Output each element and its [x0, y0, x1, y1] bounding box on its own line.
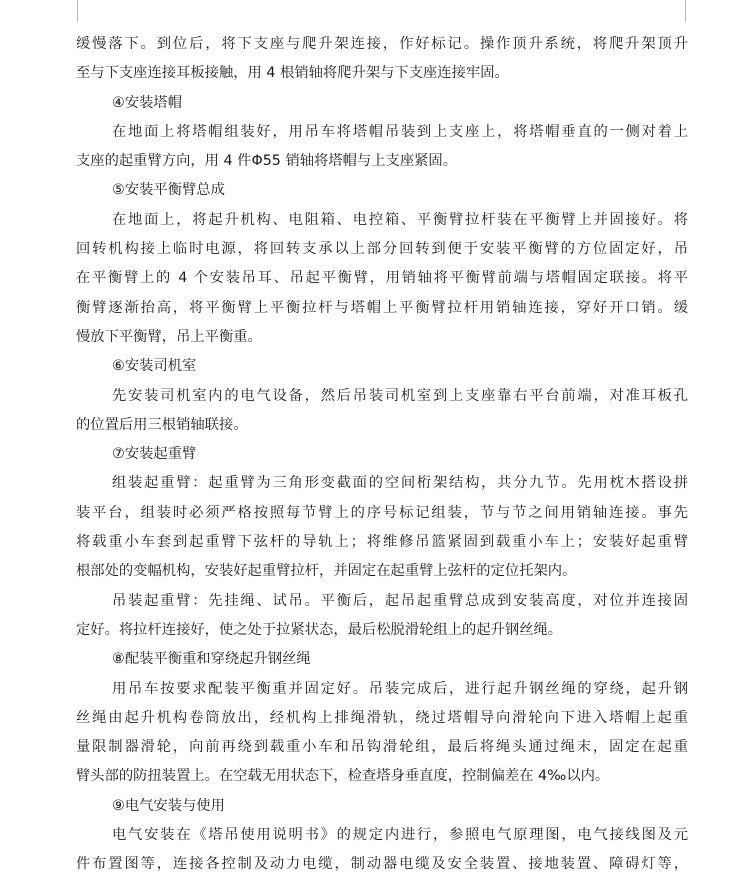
text-line: 电气安装在《塔吊使用说明书》的规定内进行，参照电气原理图，电气接线图及元 [112, 827, 688, 844]
text-line: 件布置图等，连接各控制及动力电缆，制动器电缆及安全装置、接地装置、障碍灯等， [76, 856, 688, 873]
text-line: 根部处的变幅机构，安装好起重臂拉杆，并固定在起重臂上弦杆的定位托架内。 [76, 563, 577, 580]
text-line: 支座的起重臂方向，用 4 件Φ55 销轴将塔帽与上支座紧固。 [76, 153, 458, 170]
section-heading: ⑨电气安装与使用 [112, 797, 225, 814]
text-line: 定好。将拉杆连接好，使之处于拉紧状态，最后松脱滑轮组上的起升钢丝绳。 [76, 621, 563, 638]
text-line: 回转机构接上临时电源，将回转支承以上部分回转到便于安装平衡臂的方位固定好，吊 [76, 241, 688, 258]
text-line: 缓慢落下。到位后，将下支座与爬升架连接，作好标记。操作顶升系统，将爬升架顶升 [76, 36, 688, 52]
text-line: 衡臂逐渐抬高，将平衡臂上平衡拉杆与塔帽上平衡臂拉杆用销轴连接，穿好开口销。缓 [76, 299, 688, 316]
document-body [76, 30, 688, 880]
text-line: 在平衡臂上的 4 个安装吊耳、吊起平衡臂，用销轴将平衡臂前端与塔帽固定联接。将平 [76, 270, 688, 287]
text-line: 装平台，组装时必须严格按照每节臂上的序号标记组装，节与节之间用销轴连接。事先 [76, 504, 688, 521]
text-line: 组装起重臂：起重臂为三角形变截面的空间桁架结构，共分九节。先用枕木搭设拼 [112, 475, 688, 492]
text-line: 臂头部的防扭装置上。在空载无用状态下，检查塔身垂直度，控制偏差在 4‰以内。 [76, 768, 610, 785]
text-line: 吊装起重臂：先挂绳、试吊。平衡后，起吊起重臂总成到安装高度，对位并连接固 [112, 592, 688, 609]
text-line: 在地面上将塔帽组装好，用吊车将塔帽吊装到上支座上，将塔帽垂直的一侧对着上 [112, 123, 688, 140]
margin-corner-mark-left [55, 0, 78, 22]
section-heading: ⑧配装平衡重和穿绕起升钢丝绳 [112, 651, 311, 668]
section-heading: ⑤安装平衡臂总成 [112, 182, 225, 199]
text-line: 用吊车按要求配装平衡重并固定好。吊装完成后，进行起升钢丝绳的穿绕，起升钢 [112, 680, 688, 697]
text-line: 的位置后用三根销轴联接。 [76, 416, 248, 433]
margin-corner-mark-right [685, 0, 708, 22]
section-heading: ⑥安装司机室 [112, 358, 197, 375]
text-line: 量限制器滑轮，向前再绕到载重小车和吊钩滑轮组，最后将绳头通过绳末，固定在起重 [76, 739, 688, 756]
text-line: 先安装司机室内的电气设备，然后吊装司机室到上支座靠右平台前端，对准耳板孔 [112, 387, 688, 404]
text-line: 在地面上，将起升机构、电阻箱、电控箱、平衡臂拉杆装在平衡臂上并固接好。将 [112, 211, 688, 228]
section-heading: ⑦安装起重臂 [112, 446, 197, 463]
section-heading: ④安装塔帽 [112, 94, 183, 111]
text-line: 将载重小车套到起重臂下弦杆的导轨上；将维修吊篮紧固到载重小车上；安装好起重臂 [76, 534, 688, 551]
text-line: 丝绳由起升机构卷筒放出，经机构上排绳滑轨，绕过塔帽导向滑轮向下进入塔帽上起重 [76, 709, 688, 726]
text-line: 至与下支座连接耳板接触，用 4 根销轴将爬升架与下支座连接牢固。 [76, 65, 509, 82]
text-line: 慢放下平衡臂，吊上平衡重。 [76, 328, 262, 345]
